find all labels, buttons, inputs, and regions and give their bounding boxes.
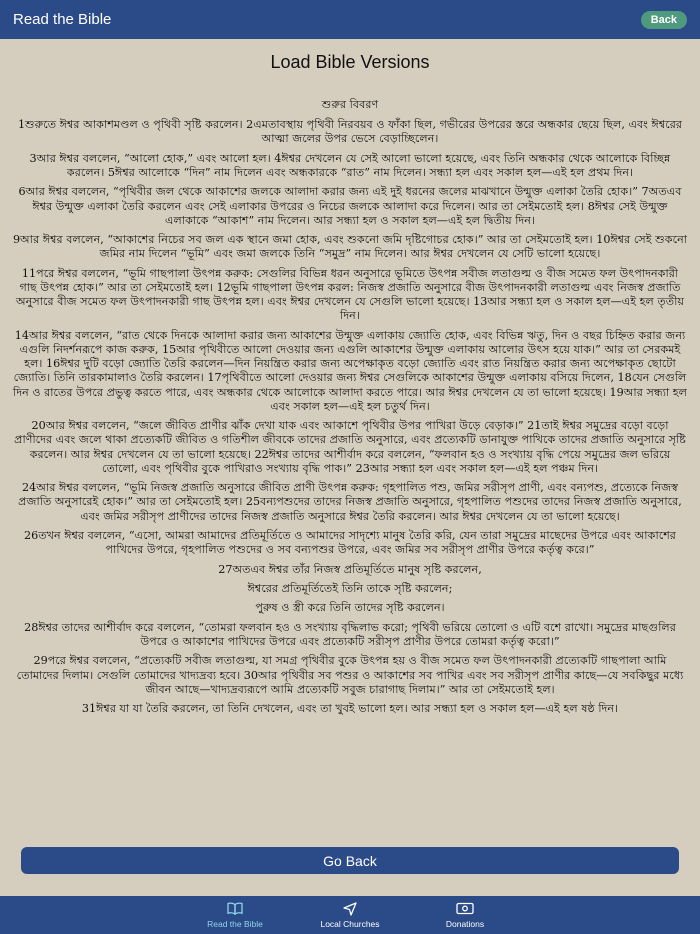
chapter-text[interactable] xyxy=(12,98,688,820)
chapter-heading: শুরুর বিবরণ xyxy=(321,98,379,111)
bottom-tab-bar xyxy=(0,896,700,934)
verse-paragraph: 26তখন ঈশ্বর বললেন, “এসো, আমরা আমাদের প্রতিমূর্তিতে ও আমাদের সাদৃশ্যে মানুষ তৈরি করি, যেন তারা সমুদ্রের মাছেদের উপরে এবং আকাশের পাখিদের উপরে, গৃহপালিত পশুদের ও সব বন্যপশুর উপরে, এবং জমির সব সরীসৃপ প্রাণীর উপরে কর্তৃত্ব করে।” xyxy=(24,528,676,557)
verse-paragraph: 11পরে ঈশ্বর বললেন, “ভূমি গাছপালা উৎপন্ন করুক: সেগুলির বিভিন্ন ধরন অনুসারে ভূমিতে উৎপন্ন সবীজ লতাগুল্ম ও বীজ সমেত ফল উৎপাদনকারী গাছ উৎপন্ন হোক।” আর তা সেইমতোই হল। 12ভূমি গাছপালা উৎপন্ন করল: নিজস্ব প্রজাতি অনুসারে বীজ উৎপাদনকারী লতাগুল্ম এবং নিজস্ব প্রজাতি অনুসারে বীজ সমেত ফল উৎপাদনকারী গাছ উৎপন্ন হল। এবং ঈশ্বর দেখলেন যে সেগুলি ভালো হয়েছে। 13আর সন্ধ্যা হল ও সকাল হল—এই হল তৃতীয় দিন। xyxy=(16,266,684,323)
verse-paragraph: 14আর ঈশ্বর বললেন, “রাত থেকে দিনকে আলাদা করার জন্য আকাশের উন্মুক্ত এলাকায় জ্যোতি হোক, এবং বিভিন্ন ঋতু, দিন ও বছর চিহ্নিত করার জন্য এগুলি নিদর্শনরূপে কাজ করুক, 15আর পৃথিবীতে আলো দেওয়ার জন্য এগুলি আকাশের উন্মুক্ত এলাকায় আলোর উৎস হয়ে যাক।” আর তা সেরকমই হল। 16ঈশ্বর দুটি বড়ো জ্যোতি তৈরি করলেন—দিন নিয়ন্ত্রিত করার জন্য অপেক্ষাকৃত বড়ো জ্যোতি এবং রাত নিয়ন্ত্রিত করার জন্য অপেক্ষাকৃত ছোটো জ্যোতি। তিনি তারকামালাও তৈরি করলেন। 17পৃথিবীতে আলো দেওয়ার জন্য ঈশ্বর সেগুলিকে আকাশের উন্মুক্ত এলাকায় বসিয়ে দিলেন, 18যেন সেগুলি দিন ও রাতের উপরে প্রভুত্ব করতে পারে, এবং অন্ধকার থেকে আলোকে আলাদা করতে পারে। আর ঈশ্বর দেখলেন যে তা ভালো হয়েছে। 19আর সন্ধ্যা হল এবং সকাল হল—এই হল চতুর্থ দিন। xyxy=(13,328,687,413)
verse-paragraph: 31ঈশ্বর যা যা তৈরি করলেন, তা তিনি দেখলেন, এবং তা খুবই ভালো হল। আর সন্ধ্যা হল ও সকাল হল—এই হল ষষ্ঠ দিন। xyxy=(81,702,619,716)
tab-local-churches[interactable] xyxy=(305,901,395,929)
verse-paragraph: 9আর ঈশ্বর বললেন, “আকাশের নিচের সব জল এক স্থানে জমা হোক, এবং শুকনো জমি দৃষ্টিগোচর হোক।” আর তা সেইমতোই হল। 10ঈশ্বর সেই শুকনো জমির নাম দিলেন “ভূমি” এবং জমা জলকে তিনি “সমুদ্র” নাম দিলেন। আর ঈশ্বর দেখলেন যে সেটি ভালো হয়েছে। xyxy=(12,233,688,261)
verse-paragraph: 28ঈশ্বর তাদের আশীর্বাদ করে বললেন, “তোমরা ফলবান হও ও সংখ্যায় বৃদ্ধিলাভ করো; পৃথিবী ভরিয়ে তোলো ও এটি বশে রাখো। সমুদ্রের মাছগুলির উপরে ও আকাশের পাখিদের উপরে এবং প্রত্যেকটি সরীসৃপ প্রাণীর উপরে তোমরা কর্তৃত্ব করো।” xyxy=(24,620,676,648)
verse-paragraph: পুরুষ ও স্ত্রী করে তিনি তাদের সৃষ্টি করলেন। xyxy=(255,601,445,615)
top-bar xyxy=(0,0,700,39)
verse-paragraph: ঈশ্বরের প্রতিমূর্তিতেই তিনি তাকে সৃষ্টি করলেন; xyxy=(247,581,453,595)
page-title: Load Bible Versions xyxy=(270,52,430,72)
tab-label: Read the Bible xyxy=(207,919,263,929)
verse-paragraph: 1শুরুতে ঈশ্বর আকাশমণ্ডল ও পৃথিবী সৃষ্টি করলেন। 2এমতাবস্থায় পৃথিবী নিরবয়ব ও ফাঁকা ছিল, গভীরের উপরের স্তরে অন্ধকার ছেয়ে ছিল, এবং ঈশ্বরের আত্মা জলের উপর ভেসে বেড়াচ্ছিলেন। xyxy=(17,118,683,146)
verse-paragraph: 20আর ঈশ্বর বললেন, “জলে জীবিত প্রাণীর ঝাঁক দেখা যাক এবং আকাশে পৃথিবীর উপর পাখিরা উড়ে বেড়াক।” 21তাই ঈশ্বর সমুদ্রের বড়ো বড়ো প্রাণীদের এবং জলে থাকা প্রত্যেকটি জীবিত ও গতিশীল জীবকে তাদের প্রজাতি অনুসারে, এবং প্রত্যেকটি ডানাযুক্ত পাখিকে তাদের প্রজাতি অনুসারে সৃষ্টি করলেন। আর ঈশ্বর দেখলেন যে তা ভালো হয়েছে। 22ঈশ্বর তাদের আশীর্বাদ করে বললেন, “ফলবান হও ও সংখ্যায় বৃদ্ধি পেয়ে সমুদ্রের জল ভরিয়ে তোলো, এবং পৃথিবীর বুকে পাখিরাও সংখ্যায় বৃদ্ধি পাক।” 23আর সন্ধ্যা হল এবং সকাল হল—এই হল পঞ্চম দিন। xyxy=(14,419,686,475)
verse-paragraph: 6আর ঈশ্বর বললেন, “পৃথিবীর জল থেকে আকাশের জলকে আলাদা করার জন্য এই দুই ধরনের জলের মাঝখানে উন্মুক্ত এলাকা তৈরি হোক।” 7অতএব ঈশ্বর উন্মুক্ত এলাকা তৈরি করলেন এবং সেই এলাকার উপরের ও নিচের জলকে আলাদা করে দিলেন। আর তা সেইমতোই হল। 8ঈশ্বর সেই উন্মুক্ত এলাকাকে “আকাশ” নাম দিলেন। আর সন্ধ্যা হল ও সকাল হল—এই হল দ্বিতীয় দিন। xyxy=(18,185,682,227)
navigation-arrow-icon xyxy=(305,901,395,916)
back-button[interactable]: Back xyxy=(641,11,687,29)
verse-paragraph: 27অতএব ঈশ্বর তাঁর নিজস্ব প্রতিমূর্তিতে মানুষ সৃষ্টি করলেন, xyxy=(218,562,482,576)
tab-read-the-bible[interactable] xyxy=(190,901,280,929)
tab-label: Local Churches xyxy=(320,919,380,929)
money-bill-icon xyxy=(420,901,510,916)
verse-paragraph: 24আর ঈশ্বর বললেন, “ভূমি নিজস্ব প্রজাতি অনুসারে জীবিত প্রাণী উৎপন্ন করুক: গৃহপালিত পশু, জমির সরীসৃপ প্রাণী, এবং বন্যপশু, প্রত্যেকে নিজস্ব প্রজাতি অনুসারেই হোক।” আর তা সেইমতোই হল। 25বন্যপশুদের তাদের নিজস্ব প্রজাতি অনুসারে, গৃহপালিত পশুদের তাদের নিজস্ব প্রজাতি অনুসারে, এবং জমির সরীসৃপ প্রাণীদের তাদের নিজস্ব প্রজাতি অনুসারে ঈশ্বর তৈরি করলেন। আর ঈশ্বর দেখলেন যে তা ভালো হয়েছে। xyxy=(18,481,682,523)
verse-paragraph: 3আর ঈশ্বর বললেন, “আলো হোক,” এবং আলো হল। 4ঈশ্বর দেখলেন যে সেই আলো ভালো হয়েছে, এবং তিনি অন্ধকার থেকে আলোকে বিচ্ছিন্ন করলেন। 5ঈশ্বর আলোকে “দিন” নাম দিলেন এবং অন্ধকারকে “রাত” নাম দিলেন। সন্ধ্যা হল এবং সকাল হল—এই হল প্রথম দিন। xyxy=(29,151,671,179)
verse-paragraph: 29পরে ঈশ্বর বললেন, “প্রত্যেকটি সবীজ লতাগুল্ম, যা সমগ্র পৃথিবীর বুকে উৎপন্ন হয় ও বীজ সমেত ফল উৎপাদনকারী প্রত্যেকটি গাছপালা আমি তোমাদের দিলাম। সেগুলি তোমাদের খাদ্যদ্রব্য হবে। 30আর পৃথিবীর সব পশুর ও আকাশের সব পাখির এবং সব সরীসৃপ প্রাণীর কাছে—যে সবকিছুর মধ্যে জীবন আছে—খাদ্যদ্রব্যরূপে আমি প্রত্যেকটি সবুজ চারাগাছ দিলাম।” আর তা সেইমতোই হল। xyxy=(16,654,684,696)
app-title: Read the Bible xyxy=(13,11,112,28)
go-back-button[interactable]: Go Back xyxy=(21,847,679,874)
open-book-icon xyxy=(190,901,280,916)
tab-donations[interactable] xyxy=(420,901,510,929)
tab-label: Donations xyxy=(445,919,485,929)
